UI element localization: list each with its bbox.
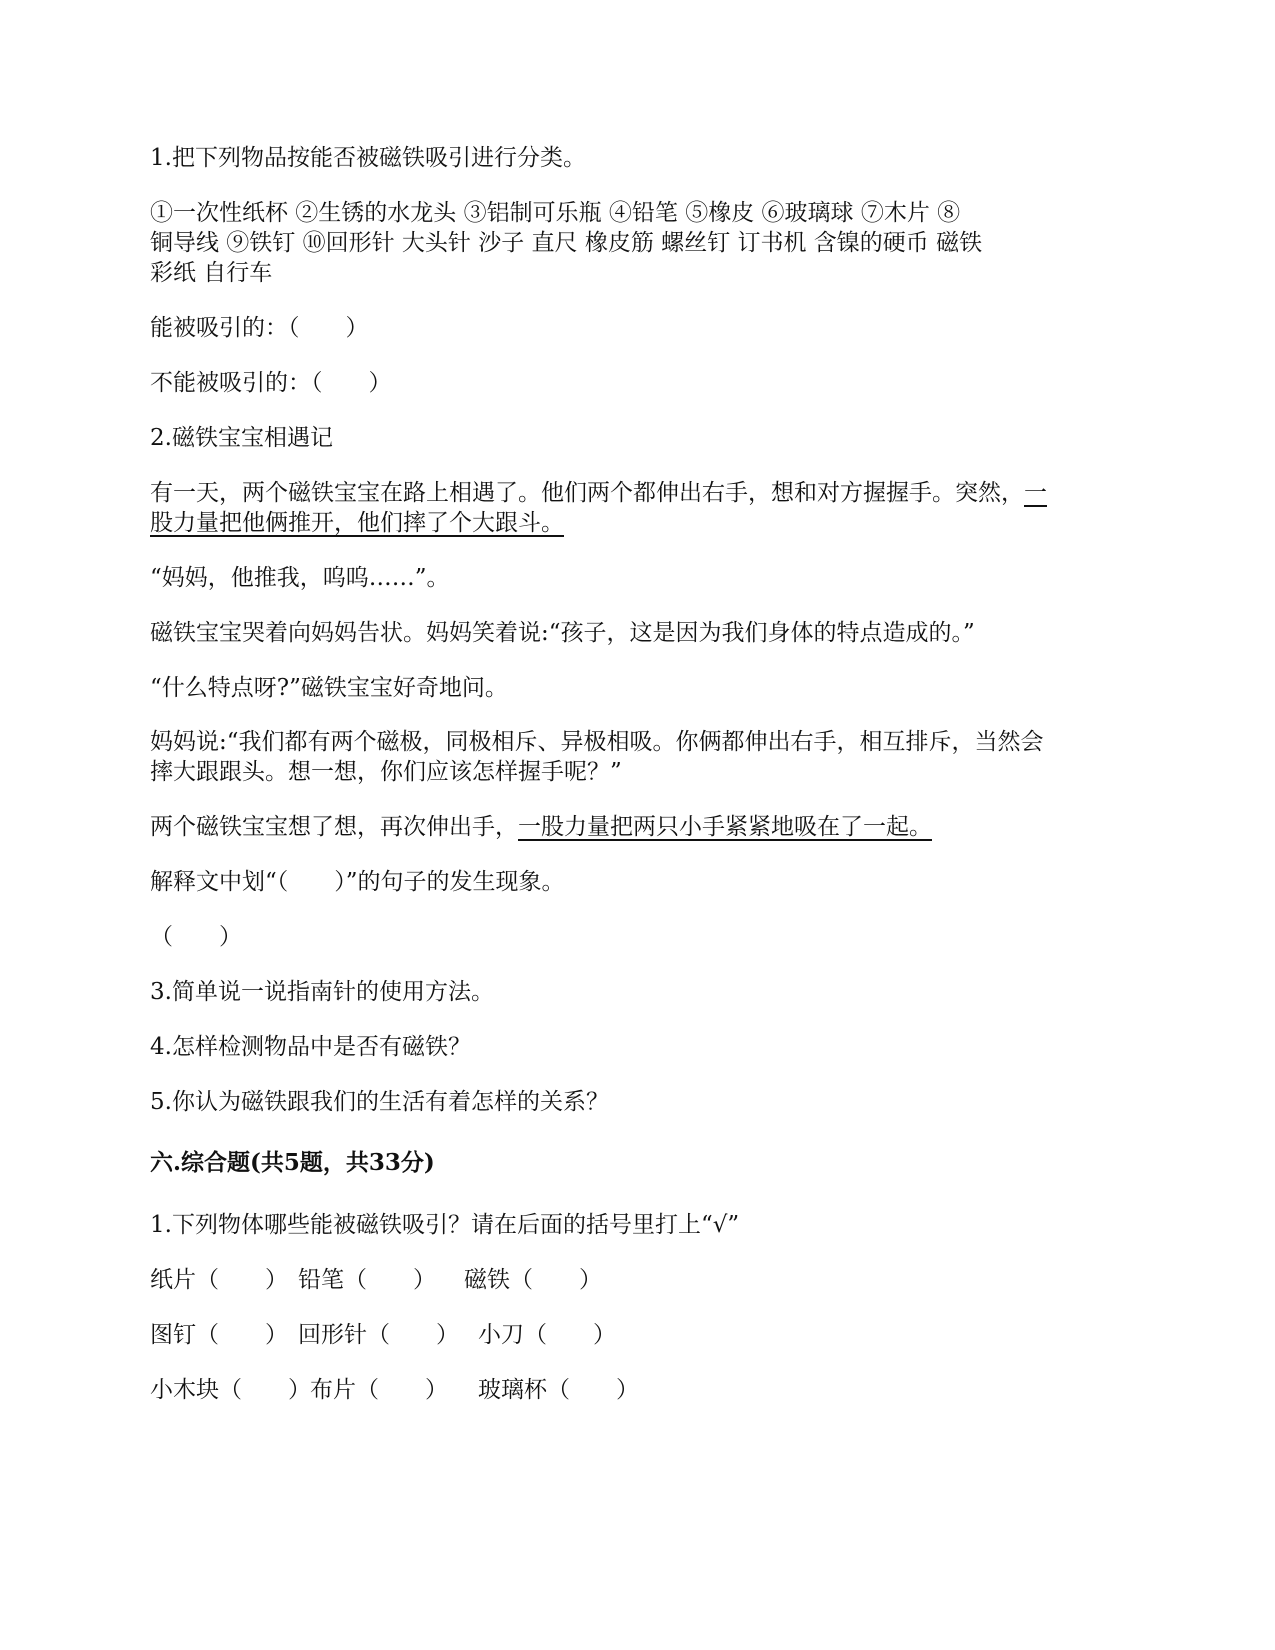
question-4: 4.怎样检测物品中是否有磁铁？: [150, 1034, 471, 1060]
question-1-items-line-3: 彩纸 自行车: [150, 260, 273, 286]
underlined-sentence: 一: [1024, 480, 1047, 506]
attracted-answer: 能被吸引的：（ ）: [150, 315, 369, 341]
story-paragraph-6: [150, 812, 932, 842]
story-paragraph-1-line-1: [150, 478, 1047, 508]
object-item: 回形针（ ）: [298, 1322, 459, 1348]
question-5: 5.你认为磁铁跟我们的生活有着怎样的关系？: [150, 1089, 609, 1115]
question-1-title: 1.把下列物品按能否被磁铁吸引进行分类。: [150, 145, 586, 171]
object-item: 磁铁（ ）: [464, 1267, 602, 1293]
section-6-heading: 六.综合题(共5题，共33分): [150, 1149, 435, 1176]
story-text: 两个磁铁宝宝想了想，再次伸出手，: [150, 814, 518, 840]
story-paragraph-2: “妈妈，他推我，呜呜……”。: [150, 565, 450, 591]
object-row-1: [150, 1265, 602, 1295]
question-2-prompt: 解释文中划“（ ）”的句子的发生现象。: [150, 869, 565, 895]
question-2-title: 2.磁铁宝宝相遇记: [150, 425, 333, 451]
object-item: 玻璃杯（ ）: [478, 1377, 639, 1403]
object-item: 图钉（ ）: [150, 1322, 288, 1348]
underlined-sentence: 股力量把他俩推开，他们摔了个大跟斗。: [150, 510, 564, 536]
question-1-items-line-1: ①一次性纸杯 ②生锈的水龙头 ③铝制可乐瓶 ④铅笔 ⑤橡皮 ⑥玻璃球 ⑦木片 ⑧: [150, 200, 961, 226]
story-text: 有一天，两个磁铁宝宝在路上相遇了。他们两个都伸出右手，想和对方握握手。突然，: [150, 480, 1024, 506]
question-2-answer-blank: （ ）: [150, 924, 242, 950]
object-item: 铅笔（ ）: [298, 1267, 436, 1293]
story-paragraph-1-line-2: [150, 508, 564, 538]
question-3: 3.简单说一说指南针的使用方法。: [150, 979, 494, 1005]
question-1-items-line-2: 铜导线 ⑨铁钉 ⑩回形针 大头针 沙子 直尺 橡皮筋 螺丝钉 订书机 含镍的硬币 磁铁: [150, 230, 983, 256]
not-attracted-answer: 不能被吸引的：（ ）: [150, 370, 392, 396]
story-paragraph-4: “什么特点呀?”磁铁宝宝好奇地问。: [150, 675, 508, 701]
section-6-question-1: 1.下列物体哪些能被磁铁吸引？请在后面的括号里打上“√”: [150, 1212, 740, 1238]
story-paragraph-5-line-1: 妈妈说:“我们都有两个磁极，同极相斥、异极相吸。你俩都伸出右手，相互排斥，当然会: [150, 729, 1044, 755]
object-item: 纸片（ ）: [150, 1267, 288, 1293]
story-paragraph-3: 磁铁宝宝哭着向妈妈告状。妈妈笑着说:“孩子，这是因为我们身体的特点造成的。”: [150, 620, 975, 646]
object-row-2: [150, 1320, 616, 1350]
object-item: 布片（ ）: [310, 1377, 448, 1403]
underlined-sentence: 一股力量把两只小手紧紧地吸在了一起。: [518, 814, 932, 840]
object-row-3: [150, 1375, 639, 1405]
story-paragraph-5-line-2: 摔大跟跟头。想一想，你们应该怎样握手呢？”: [150, 759, 622, 785]
object-item: 小刀（ ）: [478, 1322, 616, 1348]
object-item: 小木块（ ）: [150, 1377, 311, 1403]
